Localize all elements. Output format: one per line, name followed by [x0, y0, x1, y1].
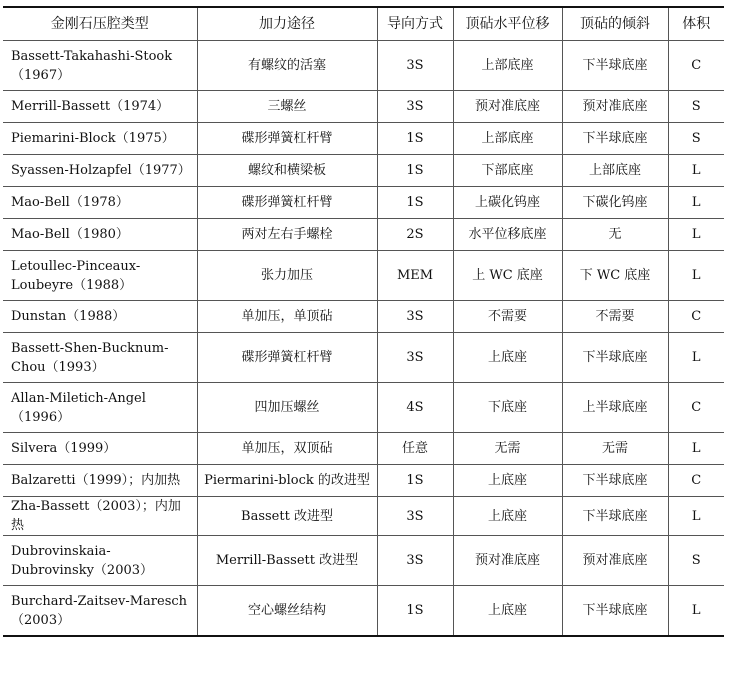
cell-translation: 下底座: [453, 383, 562, 433]
cell-volume: C: [668, 41, 724, 91]
cell-guide: 3S: [377, 301, 453, 333]
cell-volume: C: [668, 383, 724, 433]
cell-translation: 水平位移底座: [453, 219, 562, 251]
cell-volume: S: [668, 536, 724, 586]
cell-loading: 四加压螺丝: [197, 383, 377, 433]
cell-tilt: 上部底座: [562, 155, 668, 187]
table-row: [3, 497, 724, 536]
cell-type: Balzaretti（1999）；内加热: [3, 465, 197, 497]
table-row: [3, 251, 724, 301]
cell-volume: L: [668, 155, 724, 187]
cell-tilt: 下半球底座: [562, 497, 668, 536]
cell-loading: 空心螺丝结构: [197, 586, 377, 637]
cell-type: Mao-Bell（1978）: [3, 187, 197, 219]
header-cell-volume: 体积: [668, 7, 724, 41]
cell-tilt: 下碳化钨座: [562, 187, 668, 219]
cell-translation: 上 WC 底座: [453, 251, 562, 301]
cell-type: Bassett-Shen-Bucknum-Chou（1993）: [3, 333, 197, 383]
cell-translation: 上底座: [453, 497, 562, 536]
header-cell-guide: 导向方式: [377, 7, 453, 41]
cell-guide: MEM: [377, 251, 453, 301]
header-row: [3, 7, 724, 41]
cell-type: Allan-Miletich-Angel（1996）: [3, 383, 197, 433]
table-row: [3, 219, 724, 251]
cell-guide: 4S: [377, 383, 453, 433]
cell-tilt: 预对准底座: [562, 91, 668, 123]
cell-tilt: 不需要: [562, 301, 668, 333]
cell-loading: 张力加压: [197, 251, 377, 301]
cell-translation: 无需: [453, 433, 562, 465]
cell-guide: 3S: [377, 91, 453, 123]
cell-translation: 上底座: [453, 333, 562, 383]
cell-type: Mao-Bell（1980）: [3, 219, 197, 251]
cell-volume: S: [668, 123, 724, 155]
cell-translation: 下部底座: [453, 155, 562, 187]
cell-loading: 碟形弹簧杠杆臂: [197, 187, 377, 219]
cell-volume: L: [668, 219, 724, 251]
cell-guide: 3S: [377, 536, 453, 586]
cell-guide: 1S: [377, 187, 453, 219]
cell-type: Syassen-Holzapfel（1977）: [3, 155, 197, 187]
cell-type: Silvera（1999）: [3, 433, 197, 465]
cell-tilt: 预对准底座: [562, 536, 668, 586]
cell-loading: 单加压，双顶砧: [197, 433, 377, 465]
cell-translation: 上底座: [453, 586, 562, 637]
cell-volume: L: [668, 433, 724, 465]
cell-loading: 有螺纹的活塞: [197, 41, 377, 91]
header-cell-tilt: 顶砧的倾斜: [562, 7, 668, 41]
cell-guide: 3S: [377, 497, 453, 536]
cell-tilt: 上半球底座: [562, 383, 668, 433]
cell-tilt: 下 WC 底座: [562, 251, 668, 301]
cell-guide: 1S: [377, 123, 453, 155]
cell-type: Bassett-Takahashi-Stook（1967）: [3, 41, 197, 91]
table-row: [3, 91, 724, 123]
cell-guide: 1S: [377, 465, 453, 497]
cell-loading: Merrill-Bassett 改进型: [197, 536, 377, 586]
cell-loading: Piermarini-block 的改进型: [197, 465, 377, 497]
table-row: [3, 155, 724, 187]
cell-tilt: 无: [562, 219, 668, 251]
cell-type: Burchard-Zaitsev-Maresch（2003）: [3, 586, 197, 637]
cell-translation: 预对准底座: [453, 536, 562, 586]
table-row: [3, 41, 724, 91]
cell-volume: C: [668, 465, 724, 497]
cell-guide: 1S: [377, 586, 453, 637]
cell-volume: L: [668, 586, 724, 637]
table-row: [3, 433, 724, 465]
header-cell-loading: 加力途径: [197, 7, 377, 41]
cell-loading: 两对左右手螺栓: [197, 219, 377, 251]
table-header: [3, 7, 724, 41]
cell-guide: 2S: [377, 219, 453, 251]
table-row: [3, 536, 724, 586]
table-row: [3, 123, 724, 155]
cell-volume: L: [668, 251, 724, 301]
cell-translation: 上部底座: [453, 123, 562, 155]
header-cell-type: 金刚石压腔类型: [3, 7, 197, 41]
table-row: [3, 187, 724, 219]
table-body: [3, 41, 724, 637]
cell-loading: Bassett 改进型: [197, 497, 377, 536]
table-row: [3, 465, 724, 497]
table-row: [3, 586, 724, 637]
cell-guide: 1S: [377, 155, 453, 187]
cell-guide: 3S: [377, 333, 453, 383]
cell-tilt: 下半球底座: [562, 41, 668, 91]
cell-tilt: 下半球底座: [562, 123, 668, 155]
cell-volume: C: [668, 301, 724, 333]
cell-tilt: 下半球底座: [562, 465, 668, 497]
cell-volume: S: [668, 91, 724, 123]
cell-type: Merrill-Bassett（1974）: [3, 91, 197, 123]
table-row: [3, 333, 724, 383]
cell-loading: 三螺丝: [197, 91, 377, 123]
table-row: [3, 383, 724, 433]
cell-translation: 上部底座: [453, 41, 562, 91]
cell-loading: 单加压，单顶砧: [197, 301, 377, 333]
cell-guide: 3S: [377, 41, 453, 91]
cell-tilt: 下半球底座: [562, 333, 668, 383]
cell-tilt: 下半球底座: [562, 586, 668, 637]
cell-translation: 上碳化钨座: [453, 187, 562, 219]
cell-type: Zha-Bassett（2003）；内加热: [3, 497, 197, 536]
cell-loading: 碟形弹簧杠杆臂: [197, 123, 377, 155]
table-row: [3, 301, 724, 333]
cell-loading: 螺纹和横梁板: [197, 155, 377, 187]
cell-loading: 碟形弹簧杠杆臂: [197, 333, 377, 383]
cell-type: Piemarini-Block（1975）: [3, 123, 197, 155]
cell-guide: 任意: [377, 433, 453, 465]
cell-type: Dunstan（1988）: [3, 301, 197, 333]
cell-type: Dubrovinskaia-Dubrovinsky（2003）: [3, 536, 197, 586]
cell-type: Letoullec-Pinceaux-Loubeyre（1988）: [3, 251, 197, 301]
cell-volume: L: [668, 333, 724, 383]
dac-comparison-table: [3, 6, 724, 637]
cell-translation: 上底座: [453, 465, 562, 497]
cell-translation: 不需要: [453, 301, 562, 333]
cell-tilt: 无需: [562, 433, 668, 465]
header-cell-translation: 顶砧水平位移: [453, 7, 562, 41]
cell-volume: L: [668, 497, 724, 536]
cell-volume: L: [668, 187, 724, 219]
cell-translation: 预对准底座: [453, 91, 562, 123]
